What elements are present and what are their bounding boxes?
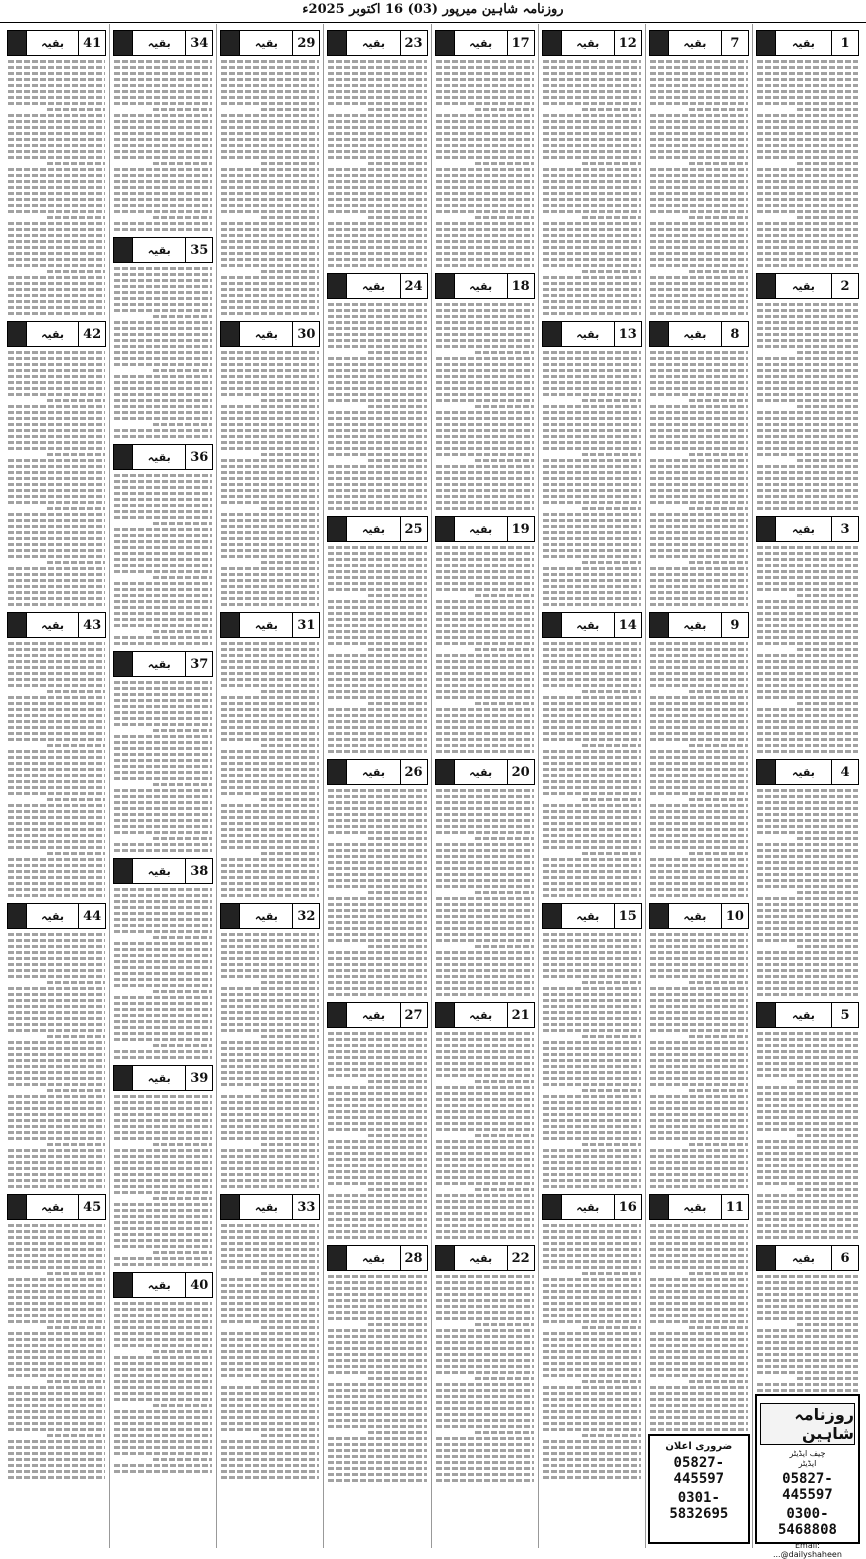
jump-number: 19	[507, 517, 534, 541]
jump-box-5	[756, 1002, 859, 1028]
email: Email: dailyshaheen@...	[772, 1541, 842, 1559]
jump-arrow-icon	[436, 1003, 455, 1027]
jump-number: 15	[614, 904, 641, 928]
article-text	[114, 60, 212, 231]
publication-logo: روزنامہ شاہین	[760, 1403, 855, 1445]
jump-label: بقیہ	[147, 864, 171, 878]
article-text	[221, 642, 319, 897]
column-8	[4, 24, 109, 1548]
jump-number: 29	[292, 31, 319, 55]
article-text	[757, 303, 858, 510]
jump-number: 14	[614, 613, 641, 637]
jump-label: بقیہ	[791, 522, 815, 536]
jump-box-13	[542, 321, 642, 347]
jump-label: بقیہ	[683, 618, 707, 632]
phone-2: 0300-5468808	[777, 1506, 837, 1538]
jump-box-14	[542, 612, 642, 638]
jump-number: 33	[292, 1195, 319, 1219]
column-2	[645, 24, 752, 1548]
jump-label: بقیہ	[469, 279, 493, 293]
jump-arrow-icon	[757, 760, 776, 784]
article-text	[114, 888, 212, 1059]
article-text	[543, 60, 641, 315]
article-text	[328, 1275, 426, 1482]
page-header	[0, 0, 866, 23]
jump-arrow-icon	[221, 31, 240, 55]
jump-number: 31	[292, 613, 319, 637]
jump-arrow-icon	[328, 517, 347, 541]
jump-number: 10	[721, 904, 748, 928]
article-text	[221, 351, 319, 606]
article-text	[650, 351, 748, 606]
jump-label: بقیہ	[469, 36, 493, 50]
article-text	[221, 60, 319, 315]
jump-number: 21	[507, 1003, 534, 1027]
jump-number: 3	[831, 517, 858, 541]
article-text	[8, 351, 105, 606]
jump-box-39	[113, 1065, 213, 1091]
jump-box-35	[113, 237, 213, 263]
imprint-box	[755, 1394, 860, 1559]
jump-box-41	[7, 30, 106, 56]
jump-arrow-icon	[114, 238, 133, 262]
article-text	[328, 60, 426, 267]
jump-arrow-icon	[8, 904, 27, 928]
jump-number: 12	[614, 31, 641, 55]
jump-box-20	[435, 759, 535, 785]
jump-label: بقیہ	[41, 1200, 65, 1214]
jump-number: 35	[185, 238, 212, 262]
article-text	[757, 60, 858, 267]
jump-number: 4	[831, 760, 858, 784]
jump-arrow-icon	[436, 274, 455, 298]
jump-label: بقیہ	[254, 327, 278, 341]
jump-number: 6	[831, 1246, 858, 1270]
jump-box-12	[542, 30, 642, 56]
jump-box-34	[113, 30, 213, 56]
jump-box-37	[113, 651, 213, 677]
jump-arrow-icon	[328, 1003, 347, 1027]
notice-box	[648, 1434, 750, 1544]
jump-arrow-icon	[650, 31, 669, 55]
article-text	[436, 303, 534, 510]
jump-arrow-icon	[543, 904, 562, 928]
jump-label: بقیہ	[791, 1251, 815, 1265]
jump-label: بقیہ	[147, 36, 171, 50]
jump-box-18	[435, 273, 535, 299]
jump-arrow-icon	[436, 1246, 455, 1270]
jump-arrow-icon	[114, 445, 133, 469]
jump-number: 23	[400, 31, 427, 55]
jump-label: بقیہ	[254, 909, 278, 923]
article-text	[436, 546, 534, 753]
jump-box-1	[756, 30, 859, 56]
jump-arrow-icon	[114, 1273, 133, 1297]
notice-phone-2: 0301-5832695	[669, 1490, 729, 1522]
jump-label: بقیہ	[469, 1008, 493, 1022]
article-text	[436, 60, 534, 267]
jump-label: بقیہ	[361, 279, 385, 293]
jump-number: 9	[721, 613, 748, 637]
jump-arrow-icon	[650, 322, 669, 346]
article-text	[8, 933, 105, 1188]
jump-number: 17	[507, 31, 534, 55]
jump-arrow-icon	[436, 517, 455, 541]
jump-number: 18	[507, 274, 534, 298]
jump-label: بقیہ	[683, 327, 707, 341]
jump-number: 28	[400, 1246, 427, 1270]
phone-1: 05827-445597	[782, 1471, 833, 1503]
jump-label: بقیہ	[41, 618, 65, 632]
jump-box-44	[7, 903, 106, 929]
jump-label: بقیہ	[576, 909, 600, 923]
jump-arrow-icon	[8, 1195, 27, 1219]
article-text	[650, 933, 748, 1188]
jump-arrow-icon	[221, 613, 240, 637]
jump-label: بقیہ	[361, 1251, 385, 1265]
jump-box-3	[756, 516, 859, 542]
jump-label: بقیہ	[791, 279, 815, 293]
jump-box-21	[435, 1002, 535, 1028]
jump-arrow-icon	[8, 31, 27, 55]
article-text	[8, 60, 105, 315]
article-text	[436, 789, 534, 996]
article-text	[757, 789, 858, 996]
jump-number: 20	[507, 760, 534, 784]
article-text	[543, 351, 641, 606]
jump-arrow-icon	[650, 904, 669, 928]
column-4	[431, 24, 538, 1548]
jump-label: بقیہ	[361, 36, 385, 50]
jump-number: 2	[831, 274, 858, 298]
jump-box-27	[327, 1002, 427, 1028]
jump-label: بقیہ	[683, 909, 707, 923]
jump-number: 30	[292, 322, 319, 346]
jump-label: بقیہ	[147, 243, 171, 257]
column-7	[109, 24, 216, 1548]
jump-number: 11	[721, 1195, 748, 1219]
jump-number: 22	[507, 1246, 534, 1270]
jump-label: بقیہ	[361, 765, 385, 779]
column-6	[216, 24, 323, 1548]
article-text	[114, 681, 212, 852]
jump-box-28	[327, 1245, 427, 1271]
jump-box-9	[649, 612, 749, 638]
column-3	[538, 24, 645, 1548]
jump-number: 27	[400, 1003, 427, 1027]
article-text	[328, 1032, 426, 1239]
jump-box-38	[113, 858, 213, 884]
jump-label: بقیہ	[469, 1251, 493, 1265]
jump-arrow-icon	[543, 1195, 562, 1219]
article-text	[757, 1032, 858, 1239]
article-text	[8, 1224, 105, 1479]
jump-label: بقیہ	[791, 36, 815, 50]
jump-label: بقیہ	[469, 522, 493, 536]
jump-arrow-icon	[650, 613, 669, 637]
article-text	[328, 303, 426, 510]
jump-arrow-icon	[221, 904, 240, 928]
jump-arrow-icon	[8, 613, 27, 637]
jump-label: بقیہ	[254, 36, 278, 50]
jump-label: بقیہ	[683, 36, 707, 50]
jump-label: بقیہ	[576, 1200, 600, 1214]
jump-box-8	[649, 321, 749, 347]
jump-arrow-icon	[757, 517, 776, 541]
jump-arrow-icon	[543, 31, 562, 55]
column-5	[323, 24, 430, 1548]
jump-arrow-icon	[757, 1003, 776, 1027]
article-text	[328, 546, 426, 753]
jump-number: 32	[292, 904, 319, 928]
jump-label: بقیہ	[41, 327, 65, 341]
jump-box-36	[113, 444, 213, 470]
jump-arrow-icon	[221, 322, 240, 346]
jump-arrow-icon	[8, 322, 27, 346]
article-text	[436, 1275, 534, 1482]
jump-box-43	[7, 612, 106, 638]
article-text	[543, 1224, 641, 1479]
notice-title: ضروری اعلان	[665, 1441, 733, 1452]
jump-box-2	[756, 273, 859, 299]
jump-number: 45	[78, 1195, 105, 1219]
jump-label: بقیہ	[576, 327, 600, 341]
jump-arrow-icon	[543, 322, 562, 346]
jump-label: بقیہ	[791, 765, 815, 779]
jump-arrow-icon	[436, 760, 455, 784]
columns	[4, 24, 862, 1559]
jump-arrow-icon	[328, 274, 347, 298]
jump-box-10	[649, 903, 749, 929]
jump-arrow-icon	[757, 274, 776, 298]
jump-number: 24	[400, 274, 427, 298]
jump-box-32	[220, 903, 320, 929]
jump-arrow-icon	[221, 1195, 240, 1219]
article-text	[436, 1032, 534, 1239]
article-text	[221, 933, 319, 1188]
article-text	[8, 642, 105, 897]
jump-label: بقیہ	[254, 618, 278, 632]
jump-box-6	[756, 1245, 859, 1271]
jump-number: 41	[78, 31, 105, 55]
jump-label: بقیہ	[254, 1200, 278, 1214]
jump-arrow-icon	[328, 1246, 347, 1270]
notice-phone-1: 05827-445597	[673, 1455, 725, 1487]
article-text	[650, 60, 748, 315]
jump-number: 40	[185, 1273, 212, 1297]
editor-label: ایڈیٹر	[798, 1459, 817, 1468]
jump-box-23	[327, 30, 427, 56]
jump-box-4	[756, 759, 859, 785]
jump-label: بقیہ	[147, 1278, 171, 1292]
jump-arrow-icon	[114, 31, 133, 55]
jump-number: 25	[400, 517, 427, 541]
jump-label: بقیہ	[147, 450, 171, 464]
article-text	[328, 789, 426, 996]
jump-number: 26	[400, 760, 427, 784]
jump-arrow-icon	[757, 31, 776, 55]
jump-arrow-icon	[114, 652, 133, 676]
jump-label: بقیہ	[361, 522, 385, 536]
jump-box-40	[113, 1272, 213, 1298]
jump-arrow-icon	[114, 1066, 133, 1090]
jump-number: 43	[78, 613, 105, 637]
jump-label: بقیہ	[147, 1071, 171, 1085]
article-text	[221, 1224, 319, 1479]
article-text	[114, 267, 212, 438]
article-text	[757, 546, 858, 753]
chief-editor-label: چیف ایڈیٹر	[789, 1449, 826, 1458]
jump-label: بقیہ	[791, 1008, 815, 1022]
jump-label: بقیہ	[683, 1200, 707, 1214]
jump-label: بقیہ	[576, 36, 600, 50]
jump-label: بقیہ	[147, 657, 171, 671]
jump-label: بقیہ	[469, 765, 493, 779]
jump-number: 7	[721, 31, 748, 55]
jump-box-33	[220, 1194, 320, 1220]
jump-arrow-icon	[650, 1195, 669, 1219]
jump-number: 34	[185, 31, 212, 55]
jump-number: 5	[831, 1003, 858, 1027]
jump-box-29	[220, 30, 320, 56]
article-text	[543, 933, 641, 1188]
jump-number: 16	[614, 1195, 641, 1219]
jump-box-45	[7, 1194, 106, 1220]
jump-arrow-icon	[328, 760, 347, 784]
jump-box-15	[542, 903, 642, 929]
jump-arrow-icon	[114, 859, 133, 883]
jump-number: 13	[614, 322, 641, 346]
jump-box-26	[327, 759, 427, 785]
article-text	[543, 642, 641, 897]
jump-box-42	[7, 321, 106, 347]
jump-box-11	[649, 1194, 749, 1220]
jump-label: بقیہ	[576, 618, 600, 632]
jump-label: بقیہ	[361, 1008, 385, 1022]
jump-arrow-icon	[436, 31, 455, 55]
jump-box-31	[220, 612, 320, 638]
jump-label: بقیہ	[41, 36, 65, 50]
jump-label: بقیہ	[41, 909, 65, 923]
jump-number: 8	[721, 322, 748, 346]
article-text	[650, 642, 748, 897]
jump-box-22	[435, 1245, 535, 1271]
jump-number: 39	[185, 1066, 212, 1090]
jump-box-24	[327, 273, 427, 299]
jump-number: 38	[185, 859, 212, 883]
jump-number: 37	[185, 652, 212, 676]
article-text	[114, 474, 212, 645]
jump-number: 36	[185, 445, 212, 469]
article-text	[114, 1095, 212, 1266]
jump-box-7	[649, 30, 749, 56]
page-title: روزنامہ شاہین میرپور (03) 16 اکتوبر 2025ء	[302, 2, 564, 17]
jump-box-25	[327, 516, 427, 542]
jump-arrow-icon	[757, 1246, 776, 1270]
jump-number: 44	[78, 904, 105, 928]
jump-number: 1	[831, 31, 858, 55]
jump-number: 42	[78, 322, 105, 346]
jump-box-17	[435, 30, 535, 56]
jump-arrow-icon	[543, 613, 562, 637]
jump-box-30	[220, 321, 320, 347]
article-text	[114, 1302, 212, 1473]
jump-box-16	[542, 1194, 642, 1220]
column-1	[752, 24, 862, 1559]
jump-arrow-icon	[328, 31, 347, 55]
jump-box-19	[435, 516, 535, 542]
